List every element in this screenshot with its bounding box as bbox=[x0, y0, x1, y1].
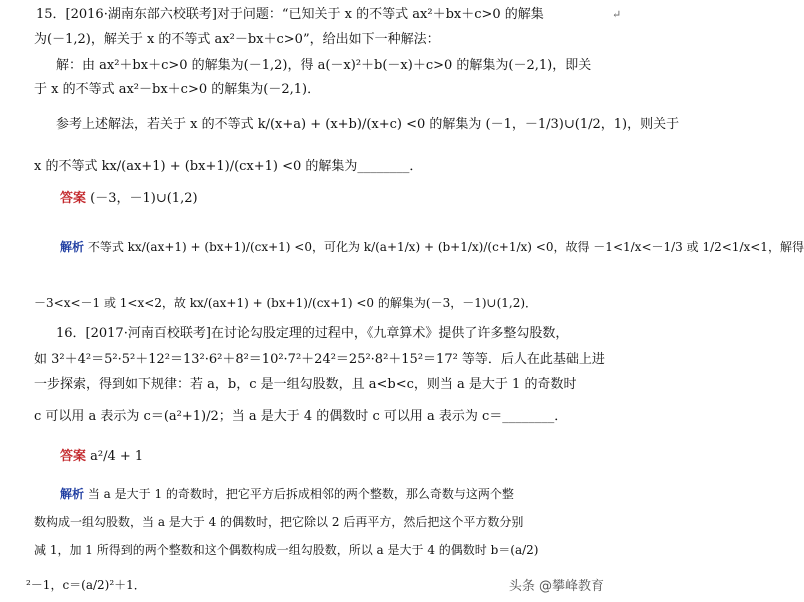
q16-analysis-1: 当 a 是大于 1 的奇数时，把它平方后拆成相邻的两个整数，那么奇数与这两个整 bbox=[87, 487, 514, 501]
q15-answer-row bbox=[60, 190, 198, 208]
q16-analysis-row-1 bbox=[60, 485, 514, 503]
q15-answer: (－3，－1)∪(1,2) bbox=[90, 191, 198, 206]
q16-answer-row bbox=[60, 448, 143, 466]
q16-line-1: 16．[2017·河南百校联考]在讨论勾股定理的过程中，《九章算术》提供了许多整勾股数， bbox=[56, 326, 569, 341]
q16-line-4: c 可以用 a 表示为 c＝(a²+1)/2；当 a 是大于 4 的偶数时 c 可以用 a 表示为 c＝________． bbox=[34, 409, 568, 424]
q15-analysis-row-1 bbox=[60, 238, 804, 256]
q16-answer: a²/4 + 1 bbox=[90, 449, 144, 464]
q16-analysis-label: 解析 bbox=[60, 487, 85, 501]
q16-analysis-4: ²－1，c＝(a/2)²＋1． bbox=[26, 578, 146, 592]
q15-answer-label: 答案 bbox=[60, 191, 87, 206]
q16-line-3: 一步探索，得到如下规律：若 a，b，c 是一组勾股数，且 a<b<c，则当 a 是大于 1 的奇数时 bbox=[34, 377, 577, 392]
q15-analysis-2: －3<x<－1 或 1<x<2，故 kx/(ax+1) + (bx+1)/(cx+1) <0 的解集为(－3，－1)∪(1,2)． bbox=[34, 296, 538, 310]
q16-line-2: 如 3²＋4²＝5²·5²＋12²＝13²·6²＋8²＝10²·7²＋24²＝25²·8²＋15²＝17² 等等．后人在此基础上进 bbox=[34, 352, 605, 367]
q15-line-3: 解：由 ax²＋bx＋c>0 的解集为(－1,2)，得 a(－x)²＋b(－x)＋c>0 的解集为(－2,1)，即关 bbox=[56, 58, 592, 73]
q15-line-2: 为(－1,2)，解关于 x 的不等式 ax²－bx＋c>0”，给出如下一种解法： bbox=[34, 32, 440, 47]
q15-line-4: 于 x 的不等式 ax²－bx＋c>0 的解集为(－2,1)． bbox=[34, 82, 321, 97]
paragraph-return-icon: ↵ bbox=[612, 8, 622, 21]
q15-line-1: 15．[2016·湖南东部六校联考]对于问题：“已知关于 x 的不等式 ax²＋bx＋c>0 的解集 bbox=[36, 7, 544, 22]
q15-line-6: x 的不等式 kx/(ax+1) + (bx+1)/(cx+1) <0 的解集为________． bbox=[34, 159, 423, 174]
q15-line-5: 参考上述解法，若关于 x 的不等式 k/(x+a) + (x+b)/(x+c) <0 的解集为 (－1，－1/3)∪(1/2，1)，则关于 bbox=[56, 117, 680, 132]
q16-answer-label: 答案 bbox=[60, 449, 87, 464]
q15-analysis-label: 解析 bbox=[60, 240, 85, 254]
q15-analysis-1: 不等式 kx/(ax+1) + (bx+1)/(cx+1) <0，可化为 k/(a+1/x) + (b+1/x)/(c+1/x) <0，故得 －1<1/x<－1/3 或 1/2<1/x<1，解得 bbox=[87, 240, 804, 254]
watermark: 头条 @攀峰教育 bbox=[508, 579, 604, 594]
q16-analysis-2: 数构成一组勾股数，当 a 是大于 4 的偶数时，把它除以 2 后再平方，然后把这个平方数分别 bbox=[34, 515, 524, 529]
q16-analysis-3: 减 1，加 1 所得到的两个整数和这个偶数构成一组勾股数，所以 a 是大于 4 的偶数时 b＝(a/2) bbox=[34, 543, 539, 557]
